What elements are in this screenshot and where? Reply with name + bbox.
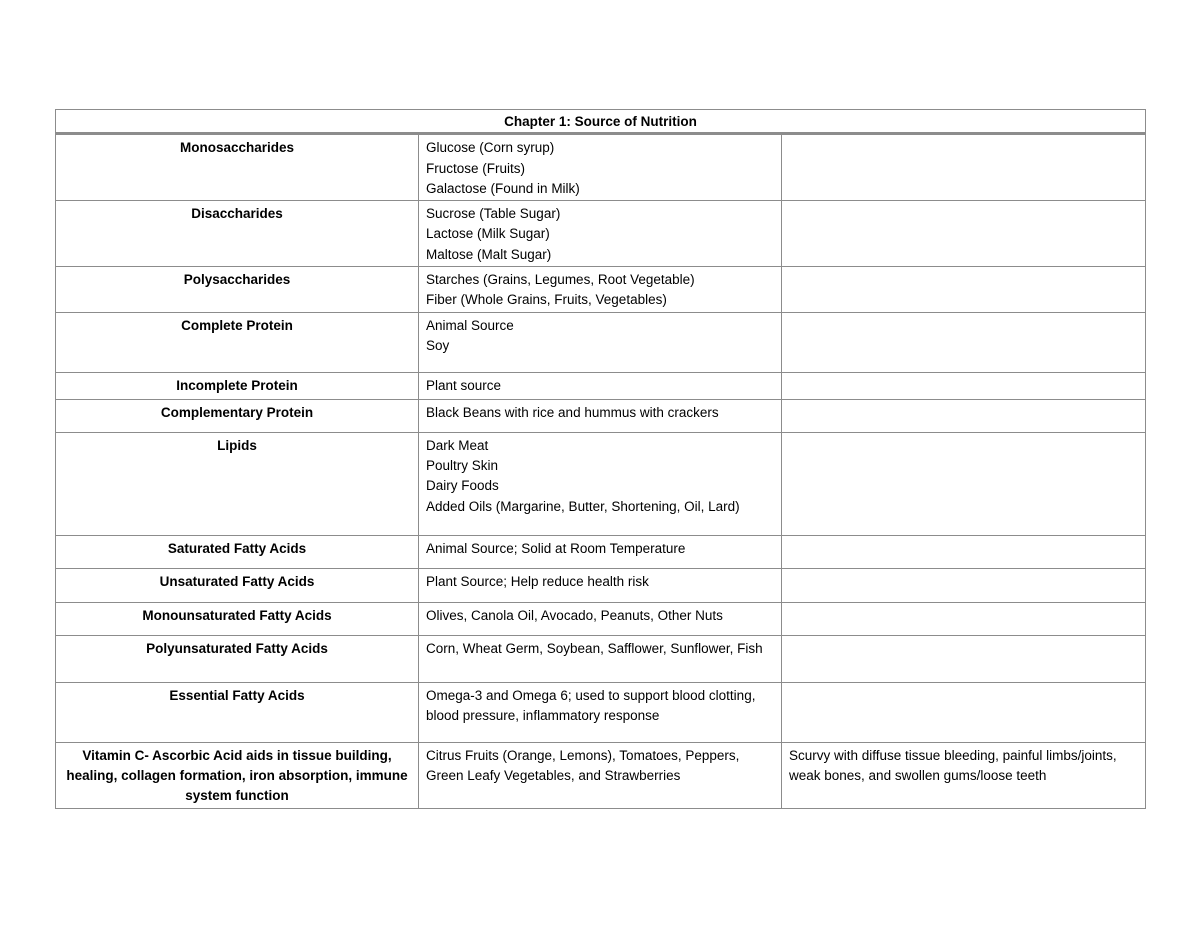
sources-cell bbox=[419, 312, 782, 372]
table-row bbox=[56, 635, 1146, 682]
source-line: Fiber (Whole Grains, Fruits, Vegetables) bbox=[426, 292, 667, 308]
table-row bbox=[56, 682, 1146, 742]
table-row bbox=[56, 535, 1146, 568]
term-cell: Unsaturated Fatty Acids bbox=[56, 568, 419, 602]
sources-cell bbox=[419, 134, 782, 201]
term-cell: Essential Fatty Acids bbox=[56, 682, 419, 742]
table-row bbox=[56, 312, 1146, 372]
source-line: Plant Source; Help reduce health risk bbox=[426, 573, 649, 589]
notes-cell bbox=[782, 432, 1146, 535]
source-line: Animal Source; Solid at Room Temperature bbox=[426, 540, 686, 556]
table-title: Chapter 1: Source of Nutrition bbox=[56, 110, 1146, 134]
table-row bbox=[56, 201, 1146, 267]
title-row bbox=[56, 110, 1146, 134]
sources-cell bbox=[419, 399, 782, 432]
notes-cell bbox=[782, 312, 1146, 372]
table-row bbox=[56, 432, 1146, 535]
source-line: Lactose (Milk Sugar) bbox=[426, 226, 550, 242]
term-cell: Incomplete Protein bbox=[56, 372, 419, 399]
term-cell: Complementary Protein bbox=[56, 399, 419, 432]
term-cell: Polyunsaturated Fatty Acids bbox=[56, 635, 419, 682]
notes-cell bbox=[782, 568, 1146, 602]
sources-cell bbox=[419, 742, 782, 808]
notes-cell bbox=[782, 682, 1146, 742]
term-cell: Lipids bbox=[56, 432, 419, 535]
table-row bbox=[56, 267, 1146, 313]
sources-cell bbox=[419, 635, 782, 682]
source-line: Maltose (Malt Sugar) bbox=[426, 246, 552, 262]
notes-cell bbox=[782, 602, 1146, 635]
sources-cell bbox=[419, 267, 782, 313]
notes-cell bbox=[782, 372, 1146, 399]
table-row bbox=[56, 134, 1146, 201]
source-line: Animal Source bbox=[426, 317, 514, 333]
notes-cell bbox=[782, 201, 1146, 267]
source-line: Soy bbox=[426, 337, 450, 353]
term-cell: Monosaccharides bbox=[56, 134, 419, 201]
term-cell: Monounsaturated Fatty Acids bbox=[56, 602, 419, 635]
source-line: Galactose (Found in Milk) bbox=[426, 180, 580, 196]
source-line: Fructose (Fruits) bbox=[426, 160, 526, 176]
source-line: Corn, Wheat Germ, Soybean, Safflower, Sunflower, Fish bbox=[426, 640, 763, 656]
nutrition-table bbox=[55, 109, 1146, 809]
table-row bbox=[56, 568, 1146, 602]
sources-cell bbox=[419, 201, 782, 267]
notes-cell bbox=[782, 267, 1146, 313]
term-cell: Saturated Fatty Acids bbox=[56, 535, 419, 568]
source-line: Glucose (Corn syrup) bbox=[426, 140, 555, 156]
notes-cell bbox=[782, 399, 1146, 432]
sources-cell bbox=[419, 602, 782, 635]
table-row bbox=[56, 399, 1146, 432]
term-cell: Complete Protein bbox=[56, 312, 419, 372]
notes-cell: Scurvy with diffuse tissue bleeding, painful limbs/joints, weak bones, and swollen gums/loose teeth bbox=[782, 742, 1146, 808]
notes-cell bbox=[782, 635, 1146, 682]
table-row bbox=[56, 372, 1146, 399]
source-line: Citrus Fruits (Orange, Lemons), Tomatoes, Peppers, Green Leafy Vegetables, and Strawberries bbox=[426, 747, 740, 783]
table-row bbox=[56, 602, 1146, 635]
source-line: Olives, Canola Oil, Avocado, Peanuts, Other Nuts bbox=[426, 607, 723, 623]
notes-cell bbox=[782, 134, 1146, 201]
source-line: Added Oils (Margarine, Butter, Shortening, Oil, Lard) bbox=[426, 498, 740, 514]
source-line: Dairy Foods bbox=[426, 478, 499, 494]
sources-cell bbox=[419, 682, 782, 742]
term-cell: Disaccharides bbox=[56, 201, 419, 267]
source-line: Poultry Skin bbox=[426, 457, 499, 473]
sources-cell bbox=[419, 535, 782, 568]
sources-cell bbox=[419, 568, 782, 602]
source-line: Dark Meat bbox=[426, 437, 489, 453]
source-line: Sucrose (Table Sugar) bbox=[426, 206, 561, 222]
term-cell: Vitamin C- Ascorbic Acid aids in tissue building, healing, collagen formation, iron absorption, immune system function bbox=[56, 742, 419, 808]
source-line: Plant source bbox=[426, 377, 502, 393]
notes-cell bbox=[782, 535, 1146, 568]
source-line: Starches (Grains, Legumes, Root Vegetable) bbox=[426, 272, 695, 288]
sources-cell bbox=[419, 432, 782, 535]
term-cell: Polysaccharides bbox=[56, 267, 419, 313]
table-row bbox=[56, 742, 1146, 808]
source-line: Black Beans with rice and hummus with crackers bbox=[426, 404, 719, 420]
source-line: Omega-3 and Omega 6; used to support blood clotting, blood pressure, inflammatory response bbox=[426, 687, 756, 723]
sources-cell bbox=[419, 372, 782, 399]
